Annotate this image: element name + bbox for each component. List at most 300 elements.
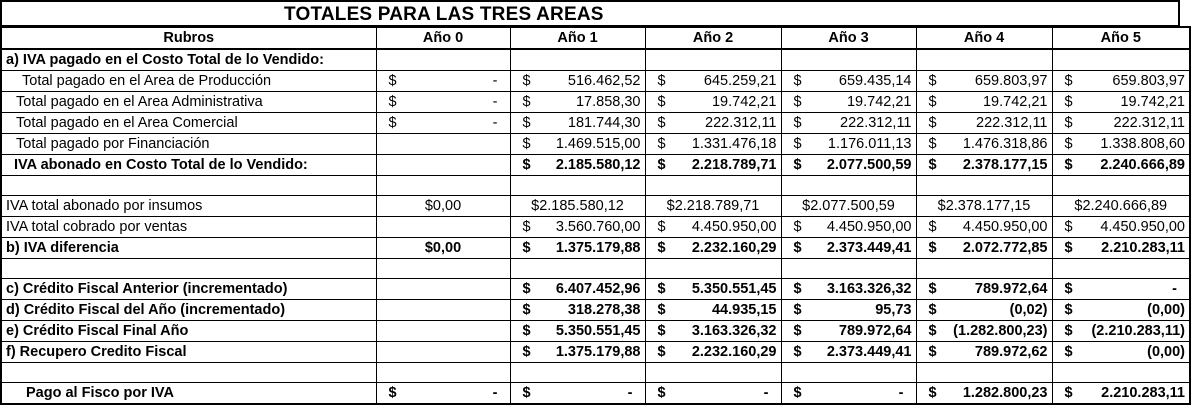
- currency-symbol: $: [657, 73, 666, 89]
- cell-value: 659.803,97: [1112, 73, 1185, 89]
- value-cell[interactable]: [376, 279, 510, 300]
- cell-value: 659.435,14: [838, 73, 912, 89]
- row-label: IVA abonado en Costo Total de lo Vendido:: [14, 157, 308, 173]
- value-cell[interactable]: [1052, 279, 1190, 300]
- currency-symbol: $: [1064, 323, 1073, 339]
- value-cell[interactable]: [781, 300, 916, 321]
- currency-cell: [917, 155, 1052, 175]
- row-label: e) Crédito Fiscal Final Año: [6, 323, 189, 339]
- currency-symbol: $: [928, 281, 937, 297]
- value-cell[interactable]: [781, 113, 916, 134]
- value-cell[interactable]: [645, 383, 781, 405]
- row-label: Total pagado en el Area Comercial: [16, 115, 238, 131]
- row-label: a) IVA pagado en el Costo Total de lo Vendido:: [6, 52, 324, 68]
- value-cell[interactable]: [645, 49, 781, 71]
- currency-symbol: $: [388, 73, 397, 89]
- value-cell[interactable]: [1052, 134, 1190, 155]
- value-cell[interactable]: [376, 342, 510, 363]
- value-cell[interactable]: [916, 321, 1052, 342]
- value-cell[interactable]: [1052, 300, 1190, 321]
- table-row: [1, 49, 1190, 71]
- cell-value: 1.375.179,88: [555, 344, 641, 360]
- currency-symbol: $: [928, 240, 937, 256]
- row-label-cell[interactable]: [1, 113, 376, 134]
- value-cell[interactable]: [1052, 217, 1190, 238]
- currency-cell: [511, 217, 645, 237]
- value-cell[interactable]: [510, 155, 645, 176]
- currency-cell: [917, 113, 1052, 133]
- currency-cell: [511, 300, 645, 320]
- value-cell[interactable]: [916, 134, 1052, 155]
- currency-cell: [782, 238, 916, 258]
- currency-cell: [646, 300, 781, 320]
- currency-cell: [511, 71, 645, 91]
- currency-cell: [646, 134, 781, 154]
- currency-cell: [782, 217, 916, 237]
- currency-symbol: $: [522, 219, 531, 235]
- row-label-cell[interactable]: [1, 49, 376, 71]
- value-cell[interactable]: [781, 321, 916, 342]
- header-year-1[interactable]: Año 1: [510, 27, 645, 49]
- header-year-5[interactable]: Año 5: [1052, 27, 1190, 49]
- value-cell[interactable]: [645, 321, 781, 342]
- currency-symbol: $: [657, 323, 666, 339]
- cell-value: 3.163.326,32: [691, 323, 777, 339]
- currency-symbol: $: [928, 344, 937, 360]
- currency-symbol: $: [928, 73, 937, 89]
- currency-symbol: $: [1064, 219, 1073, 235]
- value-cell[interactable]: [1052, 363, 1190, 383]
- value-cell[interactable]: [645, 196, 781, 217]
- table-row: [1, 71, 1190, 92]
- currency-cell: [511, 342, 645, 362]
- value-cell[interactable]: [916, 238, 1052, 259]
- currency-cell: [511, 113, 645, 133]
- value-cell[interactable]: [510, 196, 645, 217]
- value-cell[interactable]: [1052, 113, 1190, 134]
- value-cell[interactable]: [376, 49, 510, 71]
- value-cell[interactable]: [1052, 196, 1190, 217]
- currency-cell: [1053, 383, 1190, 403]
- currency-symbol: $: [657, 302, 666, 318]
- currency-symbol: $: [1064, 157, 1073, 173]
- value-cell[interactable]: [781, 155, 916, 176]
- value-cell[interactable]: [376, 259, 510, 279]
- value-cell[interactable]: [645, 71, 781, 92]
- cell-value: 1.476.318,86: [962, 136, 1048, 152]
- value-cell[interactable]: [645, 113, 781, 134]
- cell-value: 222.312,11: [705, 115, 777, 131]
- value-cell[interactable]: [781, 49, 916, 71]
- value-cell[interactable]: [510, 383, 645, 405]
- currency-symbol: $: [793, 323, 802, 339]
- currency-symbol: $: [522, 323, 531, 339]
- table-row: [1, 383, 1190, 405]
- currency-cell: [1053, 92, 1190, 112]
- currency-symbol: $: [522, 73, 531, 89]
- currency-cell: [377, 134, 510, 154]
- currency-symbol: $: [1064, 302, 1073, 318]
- currency-cell: [917, 279, 1052, 299]
- table-row: [1, 155, 1190, 176]
- cell-value: $0,00: [424, 198, 462, 214]
- currency-symbol: $: [793, 281, 802, 297]
- currency-cell: [646, 217, 781, 237]
- sheet-title: TOTALES PARA LAS TRES AREAS: [284, 4, 604, 25]
- value-cell[interactable]: [916, 71, 1052, 92]
- cell-value: (0,00): [1147, 302, 1185, 318]
- value-cell[interactable]: [376, 176, 510, 196]
- cell-value: (0,00): [1147, 344, 1185, 360]
- currency-symbol: $: [522, 302, 531, 318]
- currency-symbol: $: [1064, 344, 1073, 360]
- value-cell[interactable]: [645, 259, 781, 279]
- value-cell[interactable]: [1052, 259, 1190, 279]
- value-cell[interactable]: [510, 134, 645, 155]
- value-cell[interactable]: [510, 176, 645, 196]
- currency-cell: [646, 383, 781, 403]
- cell-value: 2.240.666,89: [1100, 157, 1185, 173]
- row-label-cell[interactable]: [1, 155, 376, 176]
- value-cell[interactable]: [376, 155, 510, 176]
- value-cell[interactable]: [1052, 71, 1190, 92]
- table-row: [1, 134, 1190, 155]
- value-cell[interactable]: [510, 363, 645, 383]
- currency-symbol: $: [657, 219, 666, 235]
- currency-cell: [646, 342, 781, 362]
- row-label-cell[interactable]: [1, 363, 376, 383]
- cell-value: -: [492, 385, 498, 401]
- currency-symbol: $: [1064, 136, 1073, 152]
- cell-value: $2.077.500,59: [802, 198, 895, 214]
- cell-value: 1.469.515,00: [555, 136, 641, 152]
- currency-cell: [377, 279, 510, 299]
- row-label-cell[interactable]: [1, 71, 376, 92]
- value-cell[interactable]: [376, 92, 510, 113]
- table-row: [1, 238, 1190, 259]
- currency-cell: [1053, 113, 1190, 133]
- cell-value: 2.072.772,85: [962, 240, 1048, 256]
- currency-symbol: $: [793, 157, 802, 173]
- value-cell[interactable]: [510, 279, 645, 300]
- currency-cell: [511, 238, 645, 258]
- blank-row: [1, 259, 1190, 279]
- value-cell[interactable]: [645, 176, 781, 196]
- value-cell[interactable]: [1052, 49, 1190, 71]
- value-cell[interactable]: [376, 383, 510, 405]
- value-cell[interactable]: [916, 155, 1052, 176]
- cell-value: 181.744,30: [567, 115, 641, 131]
- value-cell[interactable]: [510, 238, 645, 259]
- value-cell[interactable]: [781, 134, 916, 155]
- value-cell[interactable]: [510, 71, 645, 92]
- row-label: Total pagado en el Area de Producción: [22, 73, 272, 89]
- currency-cell: [782, 92, 916, 112]
- currency-symbol: $: [1064, 385, 1073, 401]
- currency-cell: [646, 92, 781, 112]
- currency-cell: [782, 321, 916, 341]
- value-cell[interactable]: [916, 363, 1052, 383]
- cell-value: 516.462,52: [567, 73, 641, 89]
- cell-value: 1.375.179,88: [555, 240, 641, 256]
- value-cell[interactable]: [1052, 92, 1190, 113]
- value-cell[interactable]: [916, 279, 1052, 300]
- row-label-cell[interactable]: [1, 92, 376, 113]
- cell-value: 6.407.452,96: [555, 281, 641, 297]
- value-cell[interactable]: [1052, 321, 1190, 342]
- value-cell[interactable]: [510, 49, 645, 71]
- currency-cell: [782, 71, 916, 91]
- currency-symbol: $: [522, 240, 531, 256]
- currency-cell: [917, 383, 1052, 403]
- currency-cell: [511, 279, 645, 299]
- row-label-cell[interactable]: [1, 259, 376, 279]
- value-cell[interactable]: [916, 196, 1052, 217]
- currency-cell: [511, 134, 645, 154]
- cell-value: -: [492, 94, 498, 110]
- currency-symbol: $: [928, 219, 937, 235]
- cell-value: 789.972,62: [974, 344, 1048, 360]
- row-label: c) Crédito Fiscal Anterior (incrementado): [6, 281, 288, 297]
- currency-cell: [377, 92, 510, 112]
- row-label-cell[interactable]: [1, 279, 376, 300]
- currency-cell: [917, 342, 1052, 362]
- currency-cell: [511, 155, 645, 175]
- value-cell[interactable]: [781, 196, 916, 217]
- cell-value: 789.972,64: [838, 323, 912, 339]
- currency-symbol: $: [793, 136, 802, 152]
- currency-cell: [646, 238, 781, 258]
- currency-cell: [917, 217, 1052, 237]
- cell-value: -: [492, 115, 498, 131]
- currency-symbol: $: [928, 94, 937, 110]
- header-year-0[interactable]: Año 0: [376, 27, 510, 49]
- cell-value: 2.373.449,41: [826, 240, 912, 256]
- value-cell[interactable]: [510, 321, 645, 342]
- currency-cell: [917, 71, 1052, 91]
- value-cell[interactable]: [510, 92, 645, 113]
- value-cell[interactable]: [645, 300, 781, 321]
- value-cell[interactable]: [510, 342, 645, 363]
- currency-cell: [377, 217, 510, 237]
- currency-cell: [511, 383, 645, 403]
- currency-symbol: $: [657, 240, 666, 256]
- cell-value: 318.278,38: [567, 302, 641, 318]
- cell-value: 3.560.760,00: [555, 219, 641, 235]
- currency-cell: [377, 321, 510, 341]
- value-cell[interactable]: [510, 217, 645, 238]
- table-row: [1, 279, 1190, 300]
- cell-value: 659.803,97: [974, 73, 1048, 89]
- value-cell[interactable]: [376, 134, 510, 155]
- value-cell[interactable]: [1052, 383, 1190, 405]
- currency-symbol: $: [388, 94, 397, 110]
- value-cell[interactable]: [916, 383, 1052, 405]
- value-cell[interactable]: [510, 300, 645, 321]
- currency-symbol: $: [1064, 73, 1073, 89]
- currency-symbol: $: [793, 344, 802, 360]
- currency-cell: [1053, 279, 1190, 299]
- currency-symbol: $: [1064, 281, 1073, 297]
- cell-value: $0,00: [424, 240, 462, 256]
- value-cell[interactable]: [781, 217, 916, 238]
- currency-symbol: $: [793, 94, 802, 110]
- currency-cell: [782, 383, 916, 403]
- cell-value: 5.350.551,45: [691, 281, 777, 297]
- sheet-title-cell[interactable]: [0, 0, 1180, 27]
- currency-symbol: $: [793, 115, 802, 131]
- row-label-cell[interactable]: [1, 300, 376, 321]
- currency-cell: [1053, 238, 1190, 258]
- currency-cell: [377, 71, 510, 91]
- currency-symbol: $: [522, 157, 531, 173]
- currency-symbol: $: [928, 157, 937, 173]
- currency-symbol: $: [657, 115, 666, 131]
- cell-value: (2.210.283,11): [1091, 323, 1185, 339]
- currency-symbol: $: [793, 219, 802, 235]
- value-cell[interactable]: [781, 383, 916, 405]
- value-cell[interactable]: [376, 238, 510, 259]
- row-label-cell[interactable]: [1, 321, 376, 342]
- row-label-cell[interactable]: [1, 383, 376, 405]
- cell-value: $2.218.789,71: [666, 198, 760, 214]
- value-cell[interactable]: [376, 113, 510, 134]
- currency-cell: [782, 134, 916, 154]
- currency-cell: [377, 113, 510, 133]
- table-row: [1, 321, 1190, 342]
- header-year-2[interactable]: Año 2: [645, 27, 781, 49]
- currency-cell: [782, 279, 916, 299]
- currency-cell: [377, 300, 510, 320]
- value-cell[interactable]: [376, 300, 510, 321]
- cell-value: 19.742,21: [1120, 94, 1185, 110]
- value-cell[interactable]: [781, 342, 916, 363]
- row-label-cell[interactable]: [1, 342, 376, 363]
- currency-cell: [1053, 134, 1190, 154]
- value-cell[interactable]: [1052, 176, 1190, 196]
- cell-value: 19.742,21: [711, 94, 777, 110]
- row-label: Pago al Fisco por IVA: [26, 385, 174, 401]
- header-year-4[interactable]: Año 4: [916, 27, 1052, 49]
- value-cell[interactable]: [781, 279, 916, 300]
- value-cell[interactable]: [645, 342, 781, 363]
- currency-symbol: $: [522, 136, 531, 152]
- row-label-cell[interactable]: [1, 238, 376, 259]
- currency-cell: [511, 321, 645, 341]
- row-label: Total pagado en el Area Administrativa: [16, 94, 263, 110]
- value-cell[interactable]: [645, 217, 781, 238]
- value-cell[interactable]: [781, 176, 916, 196]
- table-row: [1, 92, 1190, 113]
- row-label-cell[interactable]: [1, 176, 376, 196]
- currency-cell: [377, 342, 510, 362]
- cell-value: 17.858,30: [575, 94, 641, 110]
- value-cell[interactable]: [645, 155, 781, 176]
- cell-value: -: [627, 385, 633, 401]
- value-cell[interactable]: [916, 300, 1052, 321]
- value-cell[interactable]: [645, 238, 781, 259]
- value-cell[interactable]: [916, 342, 1052, 363]
- currency-cell: [917, 300, 1052, 320]
- value-cell[interactable]: [510, 113, 645, 134]
- currency-symbol: $: [657, 281, 666, 297]
- cell-value: -: [898, 385, 904, 401]
- currency-symbol: $: [928, 323, 937, 339]
- value-cell[interactable]: [376, 363, 510, 383]
- value-cell[interactable]: [645, 92, 781, 113]
- value-cell[interactable]: [916, 217, 1052, 238]
- cell-value: 1.176.011,13: [827, 136, 912, 152]
- currency-cell: [782, 155, 916, 175]
- currency-symbol: $: [928, 136, 937, 152]
- table-row: [1, 113, 1190, 134]
- table-row: [1, 342, 1190, 363]
- value-cell[interactable]: [781, 363, 916, 383]
- value-cell[interactable]: [376, 196, 510, 217]
- cell-value: 2.077.500,59: [826, 157, 912, 173]
- value-cell[interactable]: [1052, 238, 1190, 259]
- cell-value: 222.312,11: [1113, 115, 1185, 131]
- value-cell[interactable]: [916, 176, 1052, 196]
- row-label: f) Recupero Credito Fiscal: [6, 344, 187, 360]
- row-label-cell[interactable]: [1, 196, 376, 217]
- cell-value: 1.331.476,18: [691, 136, 777, 152]
- cell-value: 1.338.808,60: [1100, 136, 1185, 152]
- currency-symbol: $: [928, 302, 937, 318]
- value-cell[interactable]: [645, 279, 781, 300]
- value-cell[interactable]: [376, 321, 510, 342]
- value-cell[interactable]: [376, 217, 510, 238]
- cell-value: -: [763, 385, 769, 401]
- currency-cell: [1053, 217, 1190, 237]
- currency-symbol: $: [522, 344, 531, 360]
- value-cell[interactable]: [916, 49, 1052, 71]
- currency-symbol: $: [522, 115, 531, 131]
- row-label-cell[interactable]: [1, 217, 376, 238]
- cell-value: 19.742,21: [846, 94, 912, 110]
- cell-value: 222.312,11: [840, 115, 912, 131]
- value-cell[interactable]: [645, 134, 781, 155]
- header-rubros[interactable]: Rubros: [1, 27, 376, 49]
- value-cell[interactable]: [781, 92, 916, 113]
- value-cell[interactable]: [1052, 155, 1190, 176]
- value-cell[interactable]: [781, 71, 916, 92]
- value-cell[interactable]: [510, 259, 645, 279]
- value-cell[interactable]: [645, 363, 781, 383]
- cell-value: 2.210.283,11: [1101, 240, 1185, 256]
- currency-cell: [1053, 71, 1190, 91]
- header-year-3[interactable]: Año 3: [781, 27, 916, 49]
- currency-symbol: $: [657, 157, 666, 173]
- cell-value: -: [492, 73, 498, 89]
- value-cell[interactable]: [916, 92, 1052, 113]
- cell-value: 2.185.580,12: [555, 157, 641, 173]
- currency-symbol: $: [657, 344, 666, 360]
- value-cell[interactable]: [916, 113, 1052, 134]
- value-cell[interactable]: [781, 238, 916, 259]
- currency-cell: [646, 113, 781, 133]
- value-cell[interactable]: [781, 259, 916, 279]
- currency-symbol: $: [928, 115, 937, 131]
- value-cell[interactable]: [376, 71, 510, 92]
- value-cell[interactable]: [1052, 342, 1190, 363]
- row-label-cell[interactable]: [1, 134, 376, 155]
- table-row: [1, 217, 1190, 238]
- value-cell[interactable]: [916, 259, 1052, 279]
- currency-cell: [782, 113, 916, 133]
- row-label: IVA total cobrado por ventas: [6, 219, 188, 235]
- currency-symbol: $: [522, 94, 531, 110]
